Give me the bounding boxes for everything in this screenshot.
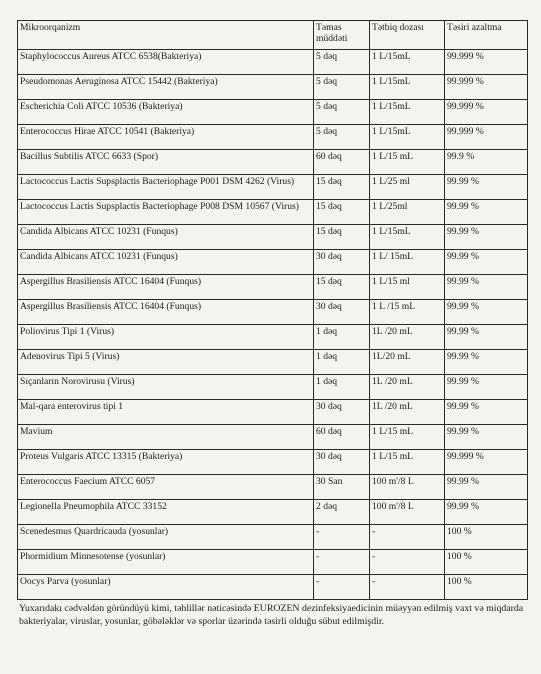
table-cell: 99.99 % — [445, 250, 528, 275]
table-cell: 100 % — [445, 550, 528, 575]
table-cell: 1 L/15mL — [370, 225, 445, 250]
table-cell: 1 L/15mL — [370, 50, 445, 75]
table-cell: Legionella Pneumophila ATCC 33152 — [18, 500, 314, 525]
conclusion-text: Yuxarıdakı cədvəldən göründüyü kimi, təhlillər nəticəsində EUROZEN dezinfeksiyaedicinin müəyyən edilmiş vaxt və miqdarda bakteriyalar, viruslar, yosunlar, göbələklər və sporlar üzərində təsirli olduğu sübut edilmişdir. — [19, 603, 524, 627]
table-cell: Escherichia Coli ATCC 10536 (Bakteriya) — [18, 100, 314, 125]
table-cell: 30 dəq — [314, 450, 370, 475]
table-cell: 30 San — [314, 475, 370, 500]
table-cell: 99.999 % — [445, 450, 528, 475]
table-cell: 99.999 % — [445, 100, 528, 125]
table-row — [18, 350, 528, 375]
table-cell: 1L /20 mL — [370, 375, 445, 400]
table-cell: 30 dəq — [314, 400, 370, 425]
table-cell: 1 L/25 ml — [370, 175, 445, 200]
table-cell: 1 L/15mL — [370, 100, 445, 125]
table-cell: 15 dəq — [314, 175, 370, 200]
table-cell: 5 dəq — [314, 125, 370, 150]
table-cell: Candida Albicans ATCC 10231 (Funqus) — [18, 225, 314, 250]
table-cell: 1 dəq — [314, 375, 370, 400]
table-cell: 1L /20 mL — [370, 400, 445, 425]
table-cell: 99.9 % — [445, 150, 528, 175]
document-page — [17, 20, 527, 628]
table-cell: 1 L/15 mL — [370, 425, 445, 450]
table-row — [18, 200, 528, 225]
table-cell: 1 L/15mL — [370, 75, 445, 100]
table-cell: 1 L/15mL — [370, 125, 445, 150]
table-row — [18, 325, 528, 350]
table-cell: 5 dəq — [314, 100, 370, 125]
table-row — [18, 75, 528, 100]
table-cell: Lactococcus Lactis Supsplactis Bacteriophage P001 DSM 4262 (Virus) — [18, 175, 314, 200]
table-cell: Mavium — [18, 425, 314, 450]
table-cell: Scenedesmus Quardricauda (yosunlar) — [18, 525, 314, 550]
table-cell: 99.99 % — [445, 425, 528, 450]
table-row — [18, 175, 528, 200]
table-cell: 15 dəq — [314, 275, 370, 300]
table-cell: - — [370, 525, 445, 550]
table-cell: Poliovirus Tipi 1 (Virus) — [18, 325, 314, 350]
table-cell: 99.99 % — [445, 500, 528, 525]
table-cell: 15 dəq — [314, 225, 370, 250]
table-cell: Lactococcus Lactis Supsplactis Bacteriophage P008 DSM 10567 (Virus) — [18, 200, 314, 225]
table-cell: 1 dəq — [314, 325, 370, 350]
table-cell: 2 dəq — [314, 500, 370, 525]
table-row — [18, 250, 528, 275]
table-row — [18, 575, 528, 600]
table-cell: Enterococcus Hirae ATCC 10541 (Bakteriya) — [18, 125, 314, 150]
table-cell: Enterococcus Faecium ATCC 6057 — [18, 475, 314, 500]
table-cell: Aspergillus Brasiliensis ATCC 16404 (Funqus) — [18, 275, 314, 300]
table-cell: 1L /20 mL — [370, 325, 445, 350]
table-row — [18, 500, 528, 525]
table-cell: Proteus Vulgaris ATCC 13315 (Bakteriya) — [18, 450, 314, 475]
table-cell: Candida Albicans ATCC 10231 (Funqus) — [18, 250, 314, 275]
table-cell: 99.99 % — [445, 475, 528, 500]
table-cell: 99.999 % — [445, 75, 528, 100]
table-body — [18, 50, 528, 600]
table-cell: 99.99 % — [445, 375, 528, 400]
table-cell: 100 % — [445, 575, 528, 600]
table-row — [18, 375, 528, 400]
table-cell: - — [370, 575, 445, 600]
table-cell: 5 dəq — [314, 50, 370, 75]
table-cell: - — [314, 525, 370, 550]
table-cell: - — [314, 550, 370, 575]
table-cell: Aspergillus Brasiliensis ATCC 16404 (Funqus) — [18, 300, 314, 325]
table-cell: Oocys Parva (yosunlar) — [18, 575, 314, 600]
table-cell: 100 m'/8 L — [370, 475, 445, 500]
table-cell: 99.999 % — [445, 125, 528, 150]
table-row — [18, 525, 528, 550]
table-row — [18, 550, 528, 575]
table-cell: 60 dəq — [314, 425, 370, 450]
table-row — [18, 450, 528, 475]
table-cell: 1 L/ 15mL — [370, 250, 445, 275]
table-cell: 100 % — [445, 525, 528, 550]
table-row — [18, 425, 528, 450]
table-cell: Mal-qara enterovirus tipi 1 — [18, 400, 314, 425]
table-cell: - — [314, 575, 370, 600]
table-cell: 1 L/15 mL — [370, 450, 445, 475]
table-cell: 99.99 % — [445, 400, 528, 425]
header-cell: Tətbiq dozası — [370, 21, 445, 50]
table-cell: 99.99 % — [445, 225, 528, 250]
table-row — [18, 100, 528, 125]
table-cell: Phormidium Minnesotense (yosunlar) — [18, 550, 314, 575]
table-cell: Adenovirus Tipi 5 (Virus) — [18, 350, 314, 375]
table-cell: 1 dəq — [314, 350, 370, 375]
table-cell: 15 dəq — [314, 200, 370, 225]
table-cell: Pseudomonas Aeruginosa ATCC 15442 (Bakteriya) — [18, 75, 314, 100]
table-cell: 1 L/15 mL — [370, 150, 445, 175]
table-cell: 1L/20 mL — [370, 350, 445, 375]
table-cell: 60 dəq — [314, 150, 370, 175]
table-row — [18, 150, 528, 175]
table-cell: 1 L /15 mL — [370, 300, 445, 325]
table-cell: 99.99 % — [445, 300, 528, 325]
table-header-row — [18, 21, 528, 50]
table-cell: Bacillus Subtilis ATCC 6633 (Spor) — [18, 150, 314, 175]
table-cell: 1 L/25ml — [370, 200, 445, 225]
table-cell: 30 dəq — [314, 250, 370, 275]
header-cell: Təmas müddəti — [314, 21, 370, 50]
table-row — [18, 125, 528, 150]
header-cell: Mikroorqanizm — [18, 21, 314, 50]
table-cell: 100 m'/8 L — [370, 500, 445, 525]
results-table — [17, 20, 528, 600]
table-row — [18, 50, 528, 75]
table-cell: 99.99 % — [445, 175, 528, 200]
table-row — [18, 300, 528, 325]
table-cell: Staphylococcus Aureus ATCC 6538(Bakteriya) — [18, 50, 314, 75]
header-cell: Təsiri azaltma — [445, 21, 528, 50]
table-row — [18, 275, 528, 300]
table-cell: 1 L/15 ml — [370, 275, 445, 300]
table-cell: 99.99 % — [445, 200, 528, 225]
table-cell: 99.99 % — [445, 275, 528, 300]
table-row — [18, 475, 528, 500]
table-cell: - — [370, 550, 445, 575]
table-cell: 99.99 % — [445, 325, 528, 350]
table-cell: 99.999 % — [445, 50, 528, 75]
table-row — [18, 400, 528, 425]
table-cell: 99.99 % — [445, 350, 528, 375]
table-cell: Sıçanların Norovirusu (Virus) — [18, 375, 314, 400]
table-row — [18, 225, 528, 250]
table-cell: 30 dəq — [314, 300, 370, 325]
table-cell: 5 dəq — [314, 75, 370, 100]
